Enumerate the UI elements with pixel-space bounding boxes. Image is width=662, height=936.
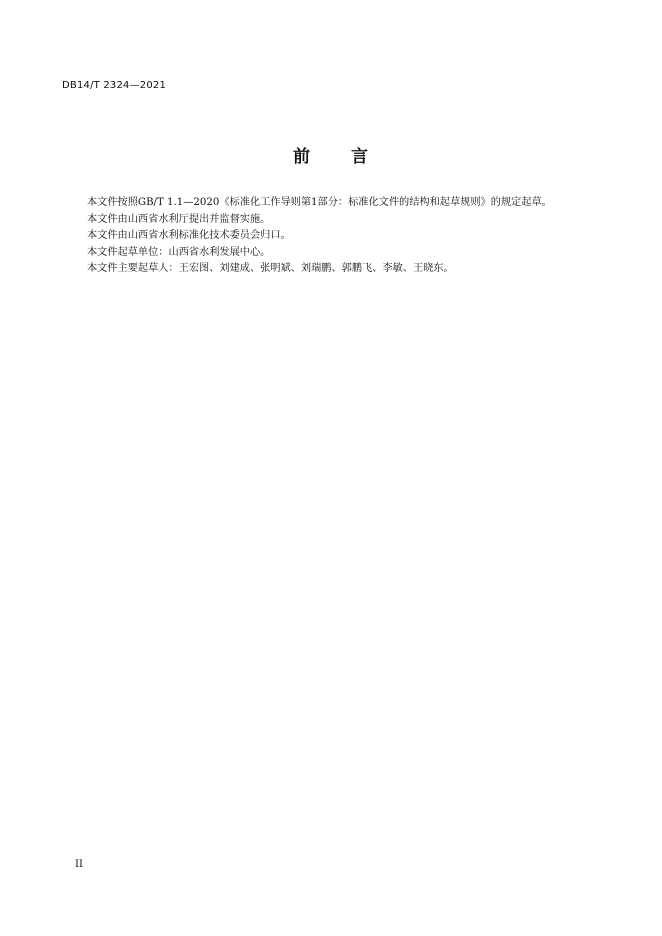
page-number: II	[75, 859, 83, 870]
paragraph-committee: 本文件由山西省水利标准化技术委员会归口。	[87, 230, 291, 241]
paragraph-drafters: 本文件主要起草人：王宏图、刘建成、张明斌、刘瑞鹏、郭鹏飞、李敏、王晓东。	[87, 263, 454, 274]
title-char-2: 言	[351, 147, 369, 167]
paragraph-standard-basis: 本文件按照GB/T 1.1—2020《标准化工作导则第1部分：标准化文件的结构和起草规则》的规定起草。	[87, 197, 552, 208]
section-title	[0, 142, 662, 167]
document-code: DB14/T 2324—2021	[62, 80, 167, 91]
paragraph-proposer: 本文件由山西省水利厅提出并监督实施。	[87, 213, 271, 225]
paragraph-drafting-unit: 本文件起草单位：山西省水利发展中心。	[87, 246, 271, 258]
title-char-1: 前	[293, 147, 311, 167]
foreword-body	[62, 195, 592, 278]
